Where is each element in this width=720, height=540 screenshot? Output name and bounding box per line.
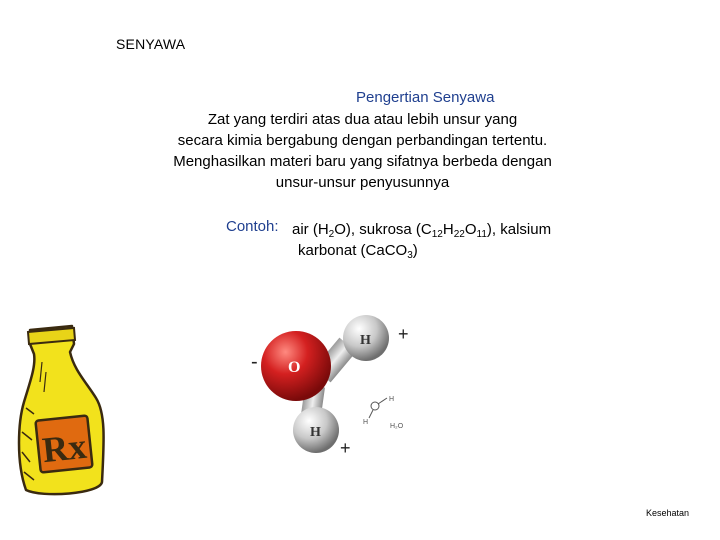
oxygen-label: O xyxy=(288,359,301,376)
definition-line: Zat yang terdiri atas dua atau lebih unsur yang xyxy=(207,111,518,128)
mini-formula-label: H₂O xyxy=(390,423,404,430)
example-line-1 xyxy=(292,219,582,240)
hydrogen-label: H xyxy=(310,425,321,440)
example-caco3-suffix: ) xyxy=(412,242,418,259)
mini-bond xyxy=(378,398,387,404)
example-water-suffix: O), sukrosa (C xyxy=(334,221,432,238)
charge-minus: - xyxy=(251,351,258,373)
example-text xyxy=(292,219,582,261)
footer-note: Kesehatan xyxy=(646,508,690,518)
example-sucrose-o: O xyxy=(464,221,477,238)
example-sucrose-suffix: ), kalsium xyxy=(486,221,552,238)
definition-text xyxy=(150,109,575,193)
mini-oxygen xyxy=(371,402,379,410)
example-sucrose-h: H xyxy=(442,221,454,238)
example-line-2 xyxy=(292,240,582,261)
mini-bond xyxy=(369,410,373,418)
slide-title: SENYAWA xyxy=(116,36,186,52)
charge-plus: + xyxy=(398,324,409,344)
example-water-prefix: air (H xyxy=(292,221,329,238)
medicine-bottle-icon xyxy=(12,322,112,500)
charge-plus: + xyxy=(340,438,351,458)
hydrogen-label: H xyxy=(360,333,371,348)
subscript: 2 xyxy=(328,229,335,240)
mini-hydrogen: H xyxy=(363,419,369,426)
subscript: 22 xyxy=(453,229,465,240)
definition-heading: Pengertian Senyawa xyxy=(356,89,495,106)
example-label: Contoh: xyxy=(226,218,279,235)
subscript: 3 xyxy=(407,250,413,261)
definition-line: secara kimia bergabung dengan perbandingan tertentu. xyxy=(177,132,548,149)
definition-line: Menghasilkan materi baru yang sifatnya berbeda dengan xyxy=(173,153,552,170)
example-caco3-prefix: karbonat (CaCO xyxy=(298,242,408,259)
definition-line: unsur-unsur penyusunnya xyxy=(275,174,450,191)
bottle-label: Rx xyxy=(40,425,89,471)
subscript: 12 xyxy=(431,229,443,240)
subscript: 11 xyxy=(476,229,487,240)
water-molecule-diagram xyxy=(250,306,420,466)
mini-hydrogen: H xyxy=(389,396,395,403)
